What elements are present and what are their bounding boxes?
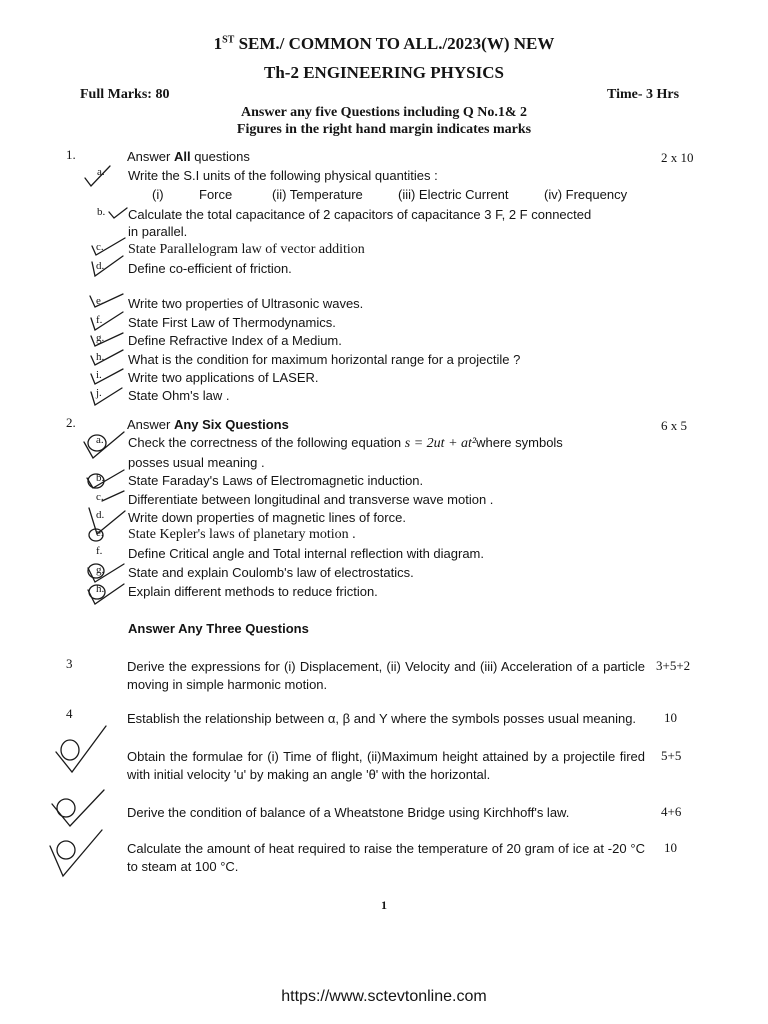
q5-marks: 5+5: [661, 748, 682, 763]
check-mark-icon: [56, 726, 106, 772]
check-mark-icon: [87, 470, 124, 488]
q1g-text: Define Refractive Index of a Medium.: [128, 333, 342, 348]
q2b-label: b.: [96, 472, 105, 484]
q1d-text: Define co-efficient of friction.: [128, 261, 292, 276]
check-mark-icon: [91, 369, 123, 384]
q1a-sub-3: (ii) Temperature: [272, 187, 363, 202]
section-three-title: Answer Any Three Questions: [128, 621, 309, 636]
q1i-label: i.: [96, 369, 102, 381]
check-mark-icon: [91, 333, 123, 346]
q2b-text: State Faraday's Laws of Electromagnetic induction.: [128, 473, 424, 488]
q1d-label: d.: [96, 260, 105, 272]
check-mark-icon: [102, 491, 124, 501]
check-mark-icon: [91, 388, 122, 405]
q5-text: Obtain the formulae for (i) Time of flight, (ii)Maximum height attained by a projectile fired with initial velocity 'u' by making an angle 'θ' with the horizontal.: [127, 749, 645, 782]
q2c-label: c.: [96, 491, 104, 503]
q6-marks: 4+6: [661, 804, 682, 819]
instruction-line-2: Figures in the right hand margin indicates marks: [236, 122, 532, 137]
q1-title: Answer All questions: [127, 149, 250, 164]
q1b-text: Calculate the total capacitance of 2 capacitors of capacitance 3 F, 2 F connected: [128, 207, 592, 222]
q2f-label: f.: [96, 545, 103, 557]
q1-number: 1.: [66, 147, 76, 162]
q1a-sub-5: (iv) Frequency: [544, 187, 628, 202]
q1f-text: State First Law of Thermodynamics.: [128, 315, 336, 330]
q1c-label: c.: [96, 241, 104, 253]
q2h-text: Explain different methods to reduce friction.: [128, 584, 378, 599]
check-mark-icon: [91, 350, 123, 365]
q2d-label: d.: [96, 509, 105, 521]
circle-mark-icon: [57, 841, 75, 859]
q1e-text: Write two properties of Ultrasonic waves.: [128, 296, 364, 311]
q1j-label: j.: [96, 387, 102, 399]
check-mark-icon: [84, 432, 124, 458]
q1i-text: Write two applications of LASER.: [128, 370, 319, 385]
q1h-label: h.: [96, 351, 105, 363]
q2a-text-cont: posses usual meaning .: [128, 455, 265, 470]
q2e-label: e.: [96, 527, 104, 539]
q3-marks: 3+5+2: [656, 658, 691, 673]
instruction-line-1: Answer any five Questions including Q No.1& 2: [241, 105, 527, 120]
check-mark-icon: [88, 564, 124, 582]
q4-text: Establish the relationship between α, β and Υ where the symbols posses usual meaning.: [127, 711, 637, 726]
circle-mark-icon: [89, 585, 105, 599]
q1h-text: What is the condition for maximum horizontal range for a projectile ?: [128, 352, 521, 367]
check-mark-icon: [109, 208, 127, 218]
q7-text: Calculate the amount of heat required to raise the temperature of 20 gram of ice at -20 °C to steam at 100 °C.: [127, 841, 645, 874]
q1c-text: State Parallelogram law of vector addition: [128, 242, 365, 257]
q2g-text: State and explain Coulomb's law of electrostatics.: [128, 565, 414, 580]
check-mark-icon: [88, 584, 124, 604]
q2-title: Answer Any Six Questions: [127, 417, 289, 432]
q2-marks: 6 x 5: [661, 418, 687, 433]
q2d-text: Write down properties of magnetic lines of force.: [128, 510, 406, 525]
time-allowed: Time- 3 Hrs: [607, 87, 680, 102]
q4-number: 4: [66, 706, 73, 721]
q2e-text: State Kepler's laws of planetary motion .: [128, 527, 356, 542]
full-marks: Full Marks: 80: [80, 87, 170, 102]
page-number: 1: [381, 898, 387, 912]
footer-url-link[interactable]: https://www.sctevtonline.com: [281, 988, 487, 1005]
q6-text: Derive the condition of balance of a Wheatstone Bridge using Kirchhoff's law.: [127, 805, 570, 820]
circle-mark-icon: [57, 799, 75, 817]
q1b-label: b.: [97, 206, 106, 218]
q4-marks: 10: [664, 710, 677, 725]
check-mark-icon: [52, 790, 104, 826]
q2-number: 2.: [66, 415, 76, 430]
q1g-label: g.: [96, 332, 105, 344]
q2f-text: Define Critical angle and Total internal reflection with diagram.: [128, 546, 485, 561]
q1a-sub-4: (iii) Electric Current: [398, 187, 509, 202]
q1a-text: Write the S.I units of the following physical quantities :: [128, 168, 438, 183]
check-mark-icon: [91, 312, 123, 330]
q2a-label: a.: [96, 434, 104, 446]
check-mark-icon: [92, 256, 123, 276]
q1a-label: a.: [97, 166, 105, 178]
equation: s = 2ut + at²: [404, 436, 477, 451]
exam-subject: Th-2 ENGINEERING PHYSICS: [264, 63, 504, 82]
q1b-text-cont: in parallel.: [128, 224, 188, 239]
q1f-label: f.: [96, 314, 103, 326]
check-mark-icon: [89, 508, 125, 534]
circle-mark-icon: [88, 435, 106, 451]
q2c-text: Differentiate between longitudinal and transverse wave motion .: [128, 492, 494, 507]
q2g-label: g.: [96, 564, 105, 576]
check-mark-icon: [92, 238, 125, 255]
check-mark-icon: [90, 294, 123, 307]
circle-mark-icon: [88, 564, 104, 578]
q1e-label: e.: [96, 295, 104, 307]
sem-superscript: ST: [222, 34, 235, 46]
circle-mark-icon: [61, 740, 79, 760]
sem-rest: SEM./ COMMON TO ALL./2023(W) NEW: [234, 34, 555, 53]
q1-marks: 2 x 10: [661, 150, 694, 165]
q2h-label: h.: [96, 583, 105, 595]
q7-marks: 10: [664, 840, 677, 855]
q1j-text: State Ohm's law .: [128, 388, 230, 403]
q1a-sub-2: Force: [199, 187, 233, 202]
q3-number: 3: [66, 656, 73, 671]
q2a-text: Check the correctness of the following equation s = 2ut + at²where symbols: [128, 435, 563, 451]
check-mark-icon: [85, 166, 110, 186]
q3-text: Derive the expressions for (i) Displacement, (ii) Velocity and (iii) Acceleration of a particle moving in simple harmonic motion.: [127, 659, 645, 692]
sem-number: 1: [213, 34, 223, 53]
q1a-sub-1: (i): [152, 187, 164, 202]
